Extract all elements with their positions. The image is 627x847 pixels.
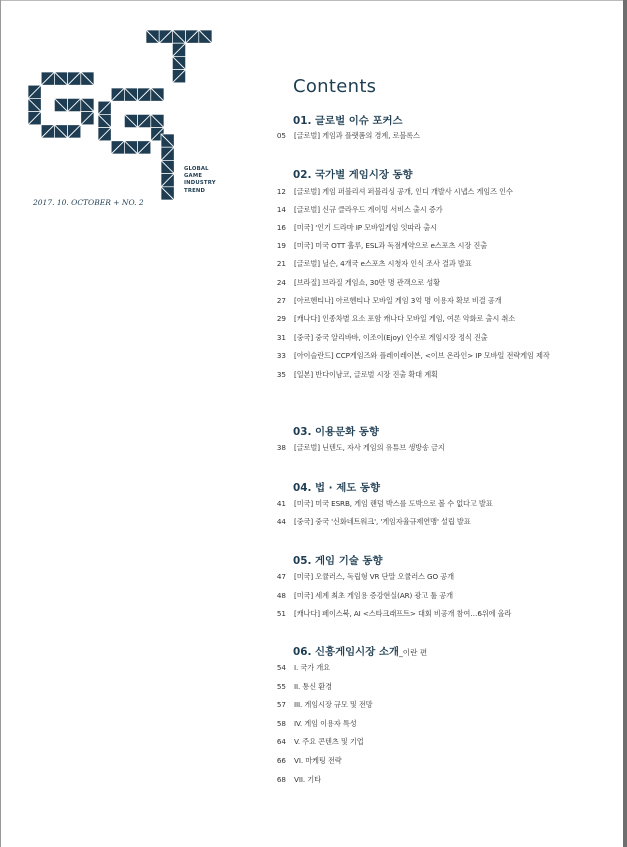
toc-entry-title: [브라질] 브라질 게임쇼, 30만 명 관객으로 성황 — [294, 278, 440, 287]
section-title — [293, 423, 379, 438]
section-title — [293, 479, 380, 494]
toc-entry-title: [캐나다] 인종차별 요소 포함 캐나다 모바일 게임, 여론 악화로 출시 취소 — [294, 314, 516, 323]
toc-entry-title: VI. 마케팅 전략 — [294, 756, 342, 765]
toc-entry-title: [아이슬란드] CCP게임즈와 플레이레이븐, <이브 온라인> IP 모바일 전략게임 제작 — [294, 351, 550, 360]
page-border-right — [623, 0, 627, 847]
toc-entry-title: IV. 게임 이용자 특성 — [294, 719, 357, 728]
page-border-top — [0, 0, 627, 1]
section-title — [293, 112, 403, 127]
logo-subtitle-line: INDUSTRY — [184, 180, 216, 187]
logo-subtitle-line: TREND — [184, 187, 206, 194]
toc-page-number: 64 — [276, 737, 286, 746]
toc-page-number: 33 — [276, 351, 286, 360]
toc-page-number: 51 — [276, 609, 286, 618]
toc-entry-title: V. 주요 콘텐츠 및 기업 — [294, 737, 364, 746]
toc-page-number: 14 — [276, 205, 286, 214]
toc-entry-title: [미국] 미국 OTT 훌루, ESL과 독점계약으로 e스포츠 시장 진출 — [294, 241, 488, 250]
logo-letter-t — [146, 30, 212, 83]
toc-entry-title: [중국] 중국 '신화네트워크', '게임자율규제연맹' 설립 발표 — [294, 517, 471, 526]
section-title — [293, 552, 382, 567]
toc-page-number: 48 — [276, 591, 286, 600]
section-title-text: 06. 신흥게임시장 소개 — [293, 646, 399, 658]
toc-page-number: 19 — [276, 241, 286, 250]
toc-entry-title: [미국] 오큘러스, 독립형 VR 단말 오큘러스 GO 공개 — [294, 572, 454, 581]
toc-entry-title: [글로벌] 닌텐도, 자사 게임의 유튜브 생방송 금지 — [294, 443, 445, 452]
toc-page-number: 41 — [276, 499, 286, 508]
toc-entry-title: II. 통신 환경 — [294, 682, 332, 691]
toc-page-number: 68 — [276, 775, 286, 784]
toc-entry-title: VII. 기타 — [294, 775, 321, 784]
section-title — [293, 643, 427, 658]
toc-entry-title: I. 국가 개요 — [294, 663, 330, 672]
section-title-text: 01. 글로벌 이슈 포커스 — [293, 115, 403, 127]
section-title — [293, 166, 413, 181]
toc-page-number: 54 — [276, 663, 286, 672]
toc-entry-title: [미국] 미국 ESRB, 게임 랜덤 박스를 도박으로 볼 수 없다고 발표 — [294, 499, 493, 508]
toc-page-number: 66 — [276, 756, 286, 765]
logo-subtitle-line: GLOBAL — [184, 166, 209, 172]
section-title-text: 04. 법 · 제도 동향 — [293, 482, 381, 494]
toc-entry-title: III. 게임시장 규모 및 전망 — [294, 700, 373, 709]
logo-letter-g — [98, 88, 164, 154]
toc-entry-title: [글로벌] 신규 클라우드 게이밍 서비스 출시 증가 — [294, 205, 443, 214]
toc-page-number: 38 — [276, 443, 286, 452]
edition-label: 2017. 10. OCTOBER + NO. 2 — [33, 198, 144, 207]
section-title-text: 05. 게임 기술 동향 — [293, 555, 383, 567]
toc-page-number: 05 — [276, 131, 286, 140]
section-title-text: 02. 국가별 게임시장 동향 — [293, 169, 413, 181]
toc-page-number: 29 — [276, 314, 286, 323]
toc-page-number: 58 — [276, 719, 286, 728]
toc-page-number: 27 — [276, 296, 286, 305]
toc-entry-title: [일본] 반다이남코, 글로벌 시장 진출 확대 계획 — [294, 370, 438, 379]
toc-entry-title: [아르헨티나] 아르헨티나 모바일 게임 3억 명 이용자 확보 비결 공개 — [294, 296, 502, 305]
toc-entry-title: [미국] 세계 최초 게임용 증강현실(AR) 광고 툴 공개 — [294, 591, 453, 600]
section-title-text: 03. 이용문화 동향 — [293, 426, 379, 438]
toc-page-number: 31 — [276, 333, 286, 342]
section-title-suffix: _이란 편 — [398, 648, 428, 657]
toc-page-number: 55 — [276, 682, 286, 691]
toc-page-number: 44 — [276, 517, 286, 526]
toc-entry-title: [중국] 중국 알리바바, 이조이(Ejoy) 인수로 게임시장 정식 진출 — [294, 333, 488, 342]
toc-page-number: 35 — [276, 370, 286, 379]
page-border-left — [0, 0, 1, 847]
toc-entry-title: [글로벌] 닐슨, 4개국 e스포츠 시청자 인식 조사 결과 발표 — [294, 259, 472, 268]
toc-entry-title: [글로벌] 게임과 플랫폼의 경계, 로블록스 — [294, 131, 420, 140]
toc-entry-title: [글로벌] 게임 퍼블리셔 퍼블리싱 공개, 인디 개발사 시냅스 게임즈 인수 — [294, 187, 513, 196]
logo-subtitle-line: GAME — [184, 173, 203, 180]
contents-title: Contents — [293, 76, 377, 97]
toc-page-number: 24 — [276, 278, 286, 287]
toc-page-number: 57 — [276, 700, 286, 709]
toc-entry-title: [미국] '인기 드라마 IP 모바일게임 잇따라 출시 — [294, 223, 437, 232]
toc-entry-title: [캐나다] 페이스북, AI <스타크래프트> 대회 비공개 참여…6위에 올라 — [294, 609, 512, 618]
toc-page-number: 12 — [276, 187, 286, 196]
logo-letter-g — [28, 72, 94, 138]
logo-subtitle — [184, 166, 216, 195]
toc-page-number: 21 — [276, 259, 286, 268]
toc-page-number: 47 — [276, 572, 286, 581]
logo-letter-i — [161, 134, 174, 200]
toc-page-number: 16 — [276, 223, 286, 232]
